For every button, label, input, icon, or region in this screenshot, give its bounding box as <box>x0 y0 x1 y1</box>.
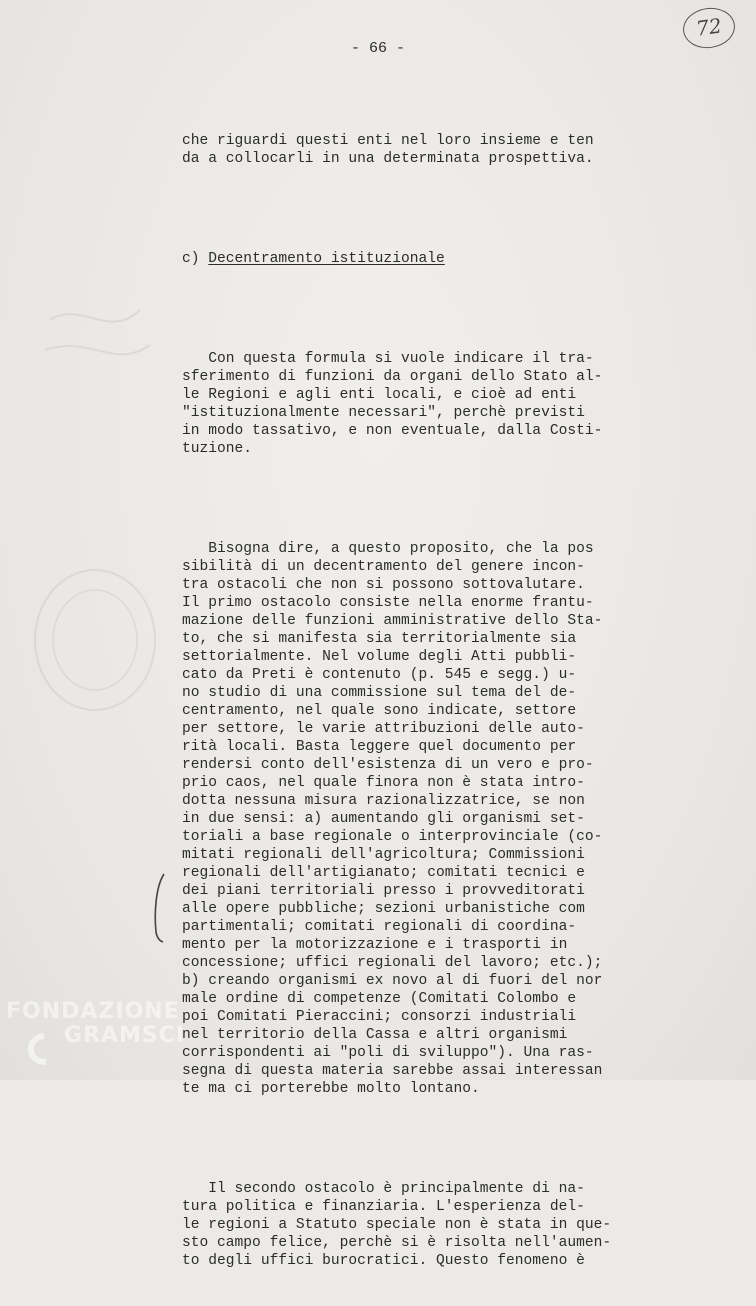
text-line: Il primo ostacolo consiste nella enorme frantu- <box>182 595 594 611</box>
text-line: le regioni a Statuto speciale non è stata in que- <box>182 1217 612 1233</box>
text-line: settorialmente. Nel volume degli Atti pubbli- <box>182 649 577 665</box>
watermark-line2: GRAMSCI <box>64 1023 186 1048</box>
text-line: in due sensi: a) aumentando gli organismi set- <box>182 811 585 827</box>
text-line: per settore, le varie attribuzioni delle auto- <box>182 721 585 737</box>
text-line: Il secondo ostacolo è principalmente di na- <box>182 1181 585 1197</box>
text-line: mitati regionali dell'agricoltura; Commissioni <box>182 847 585 863</box>
text-line: tuzione. <box>182 441 253 457</box>
text-line: tra ostacoli che non si possono sottovalutare. <box>182 577 585 593</box>
text-line: prio caos, nel quale finora non è stata intro- <box>182 775 585 791</box>
section-heading <box>182 250 642 268</box>
text-line: in modo tassativo, e non eventuale, dalla Costi- <box>182 423 603 439</box>
page-number: - 66 - <box>350 40 405 57</box>
text-line: rendersi conto dell'esistenza di un vero e pro- <box>182 757 594 773</box>
text-line: dei piani territoriali presso i provveditorati <box>182 883 585 899</box>
text-line: Bisogna dire, a questo proposito, che la pos <box>182 541 594 557</box>
paragraph-2 <box>182 540 642 1098</box>
text-line: tura politica e finanziaria. L'esperienza del- <box>182 1199 585 1215</box>
watermark-line1: FONDAZIONE <box>6 999 180 1024</box>
body-text <box>182 96 642 1306</box>
text-line: te ma ci porterebbe molto lontano. <box>182 1081 480 1097</box>
text-line: "istituzionalmente necessari", perchè previsti <box>182 405 585 421</box>
text-line: cato da Preti è contenuto (p. 545 e segg.) u- <box>182 667 577 683</box>
text-line: to degli uffici burocratici. Questo fenomeno è <box>182 1253 585 1269</box>
text-line: alle opere pubbliche; sezioni urbanistiche com <box>182 901 585 917</box>
text-line: le Regioni e agli enti locali, e cioè ad enti <box>182 387 577 403</box>
text-line: no studio di una commissione sul tema del de- <box>182 685 577 701</box>
text-line: segna di questa materia sarebbe assai interessan <box>182 1063 603 1079</box>
archive-number-stamp: 72 <box>680 5 737 52</box>
text-line: regionali dell'artigianato; comitati tecnici e <box>182 865 585 881</box>
text-line: che riguardi questi enti nel loro insieme e ten <box>182 133 594 149</box>
text-line: Con questa formula si vuole indicare il tra- <box>182 351 594 367</box>
text-line: da a collocarli in una determinata prospettiva. <box>182 151 594 167</box>
text-line: corrispondenti ai "poli di sviluppo"). Una ras- <box>182 1045 594 1061</box>
fondazione-gramsci-watermark <box>4 996 194 1068</box>
text-line: concessione; uffici regionali del lavoro; etc.); <box>182 955 603 971</box>
text-line: mazione delle funzioni amministrative dello Sta- <box>182 613 603 629</box>
text-line: sibilità di un decentramento del genere incon- <box>182 559 585 575</box>
text-line: dotta nessuna misura razionalizzatrice, se non <box>182 793 585 809</box>
text-line: nel territorio della Cassa e altri organismi <box>182 1027 568 1043</box>
paragraph-1 <box>182 350 642 458</box>
paragraph-0 <box>182 132 642 168</box>
text-line: toriali a base regionale o interprovinciale (co- <box>182 829 603 845</box>
text-line: sto campo felice, perchè si è risolta nell'aumen- <box>182 1235 612 1251</box>
text-line: b) creando organismi ex novo al di fuori del nor <box>182 973 603 989</box>
text-line: poi Comitati Pieraccini; consorzi industriali <box>182 1009 577 1025</box>
text-line: mento per la motorizzazione e i trasporti in <box>182 937 568 953</box>
text-line: centramento, nel quale sono indicate, settore <box>182 703 577 719</box>
margin-bracket-mark <box>150 872 170 944</box>
section-prefix: c) <box>182 251 209 267</box>
paragraph-3 <box>182 1180 642 1270</box>
text-line: partimentali; comitati regionali di coordina- <box>182 919 577 935</box>
bleed-through-stamp <box>20 280 170 800</box>
text-line: male ordine di competenze (Comitati Colombo e <box>182 991 577 1007</box>
section-title: Decentramento istituzionale <box>208 251 445 267</box>
text-line: sferimento di funzioni da organi dello Stato al- <box>182 369 603 385</box>
text-line: to, che si manifesta sia territorialmente sia <box>182 631 577 647</box>
text-line: rità locali. Basta leggere quel documento per <box>182 739 577 755</box>
